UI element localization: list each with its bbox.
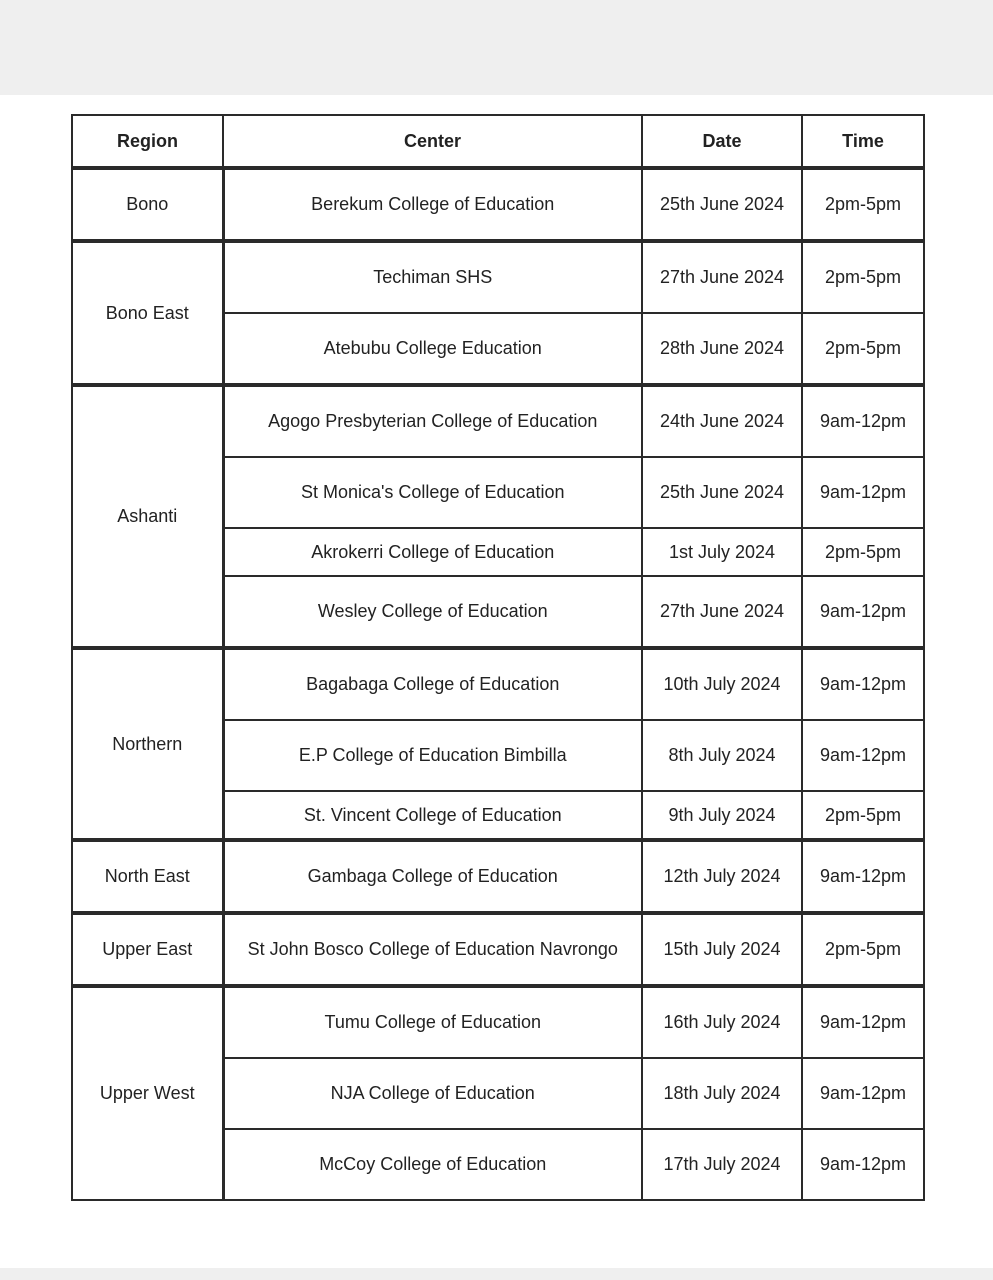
header-region: Region xyxy=(72,115,223,168)
region-cell: Bono xyxy=(72,168,223,241)
date-cell: 9th July 2024 xyxy=(642,791,802,840)
date-cell: 1st July 2024 xyxy=(642,528,802,576)
table-row xyxy=(72,168,924,241)
center-cell: Akrokerri College of Education xyxy=(223,528,642,576)
table-row xyxy=(72,648,924,720)
center-cell: McCoy College of Education xyxy=(223,1129,642,1200)
center-cell: Wesley College of Education xyxy=(223,576,642,648)
center-cell: Atebubu College Education xyxy=(223,313,642,385)
date-cell: 25th June 2024 xyxy=(642,457,802,528)
schedule-table xyxy=(71,114,925,1201)
time-cell: 9am-12pm xyxy=(802,840,924,913)
table-row xyxy=(72,986,924,1058)
region-cell: Upper West xyxy=(72,986,223,1200)
header-date: Date xyxy=(642,115,802,168)
center-cell: Berekum College of Education xyxy=(223,168,642,241)
time-cell: 9am-12pm xyxy=(802,1129,924,1200)
date-cell: 27th June 2024 xyxy=(642,241,802,313)
time-cell: 9am-12pm xyxy=(802,1058,924,1129)
date-cell: 8th July 2024 xyxy=(642,720,802,791)
time-cell: 2pm-5pm xyxy=(802,241,924,313)
date-cell: 12th July 2024 xyxy=(642,840,802,913)
time-cell: 2pm-5pm xyxy=(802,913,924,986)
table-row xyxy=(72,840,924,913)
time-cell: 9am-12pm xyxy=(802,986,924,1058)
region-cell: Northern xyxy=(72,648,223,840)
table-row xyxy=(72,913,924,986)
time-cell: 2pm-5pm xyxy=(802,791,924,840)
center-cell: Tumu College of Education xyxy=(223,986,642,1058)
region-cell: Ashanti xyxy=(72,385,223,648)
center-cell: Bagabaga College of Education xyxy=(223,648,642,720)
table-row xyxy=(72,385,924,457)
date-cell: 17th July 2024 xyxy=(642,1129,802,1200)
date-cell: 25th June 2024 xyxy=(642,168,802,241)
region-cell: Bono East xyxy=(72,241,223,385)
date-cell: 24th June 2024 xyxy=(642,385,802,457)
table-row xyxy=(72,241,924,313)
center-cell: St. Vincent College of Education xyxy=(223,791,642,840)
time-cell: 9am-12pm xyxy=(802,576,924,648)
center-cell: Techiman SHS xyxy=(223,241,642,313)
time-cell: 2pm-5pm xyxy=(802,528,924,576)
date-cell: 27th June 2024 xyxy=(642,576,802,648)
time-cell: 9am-12pm xyxy=(802,720,924,791)
center-cell: Agogo Presbyterian College of Education xyxy=(223,385,642,457)
time-cell: 9am-12pm xyxy=(802,385,924,457)
date-cell: 28th June 2024 xyxy=(642,313,802,385)
center-cell: St Monica's College of Education xyxy=(223,457,642,528)
date-cell: 10th July 2024 xyxy=(642,648,802,720)
center-cell: Gambaga College of Education xyxy=(223,840,642,913)
header-time: Time xyxy=(802,115,924,168)
time-cell: 9am-12pm xyxy=(802,457,924,528)
header-center: Center xyxy=(223,115,642,168)
region-cell: Upper East xyxy=(72,913,223,986)
bottom-margin xyxy=(0,1268,993,1280)
region-cell: North East xyxy=(72,840,223,913)
time-cell: 2pm-5pm xyxy=(802,168,924,241)
center-cell: NJA College of Education xyxy=(223,1058,642,1129)
center-cell: St John Bosco College of Education Navrongo xyxy=(223,913,642,986)
time-cell: 9am-12pm xyxy=(802,648,924,720)
time-cell: 2pm-5pm xyxy=(802,313,924,385)
center-cell: E.P College of Education Bimbilla xyxy=(223,720,642,791)
date-cell: 18th July 2024 xyxy=(642,1058,802,1129)
date-cell: 15th July 2024 xyxy=(642,913,802,986)
header-row xyxy=(72,115,924,168)
top-margin xyxy=(0,0,993,95)
date-cell: 16th July 2024 xyxy=(642,986,802,1058)
